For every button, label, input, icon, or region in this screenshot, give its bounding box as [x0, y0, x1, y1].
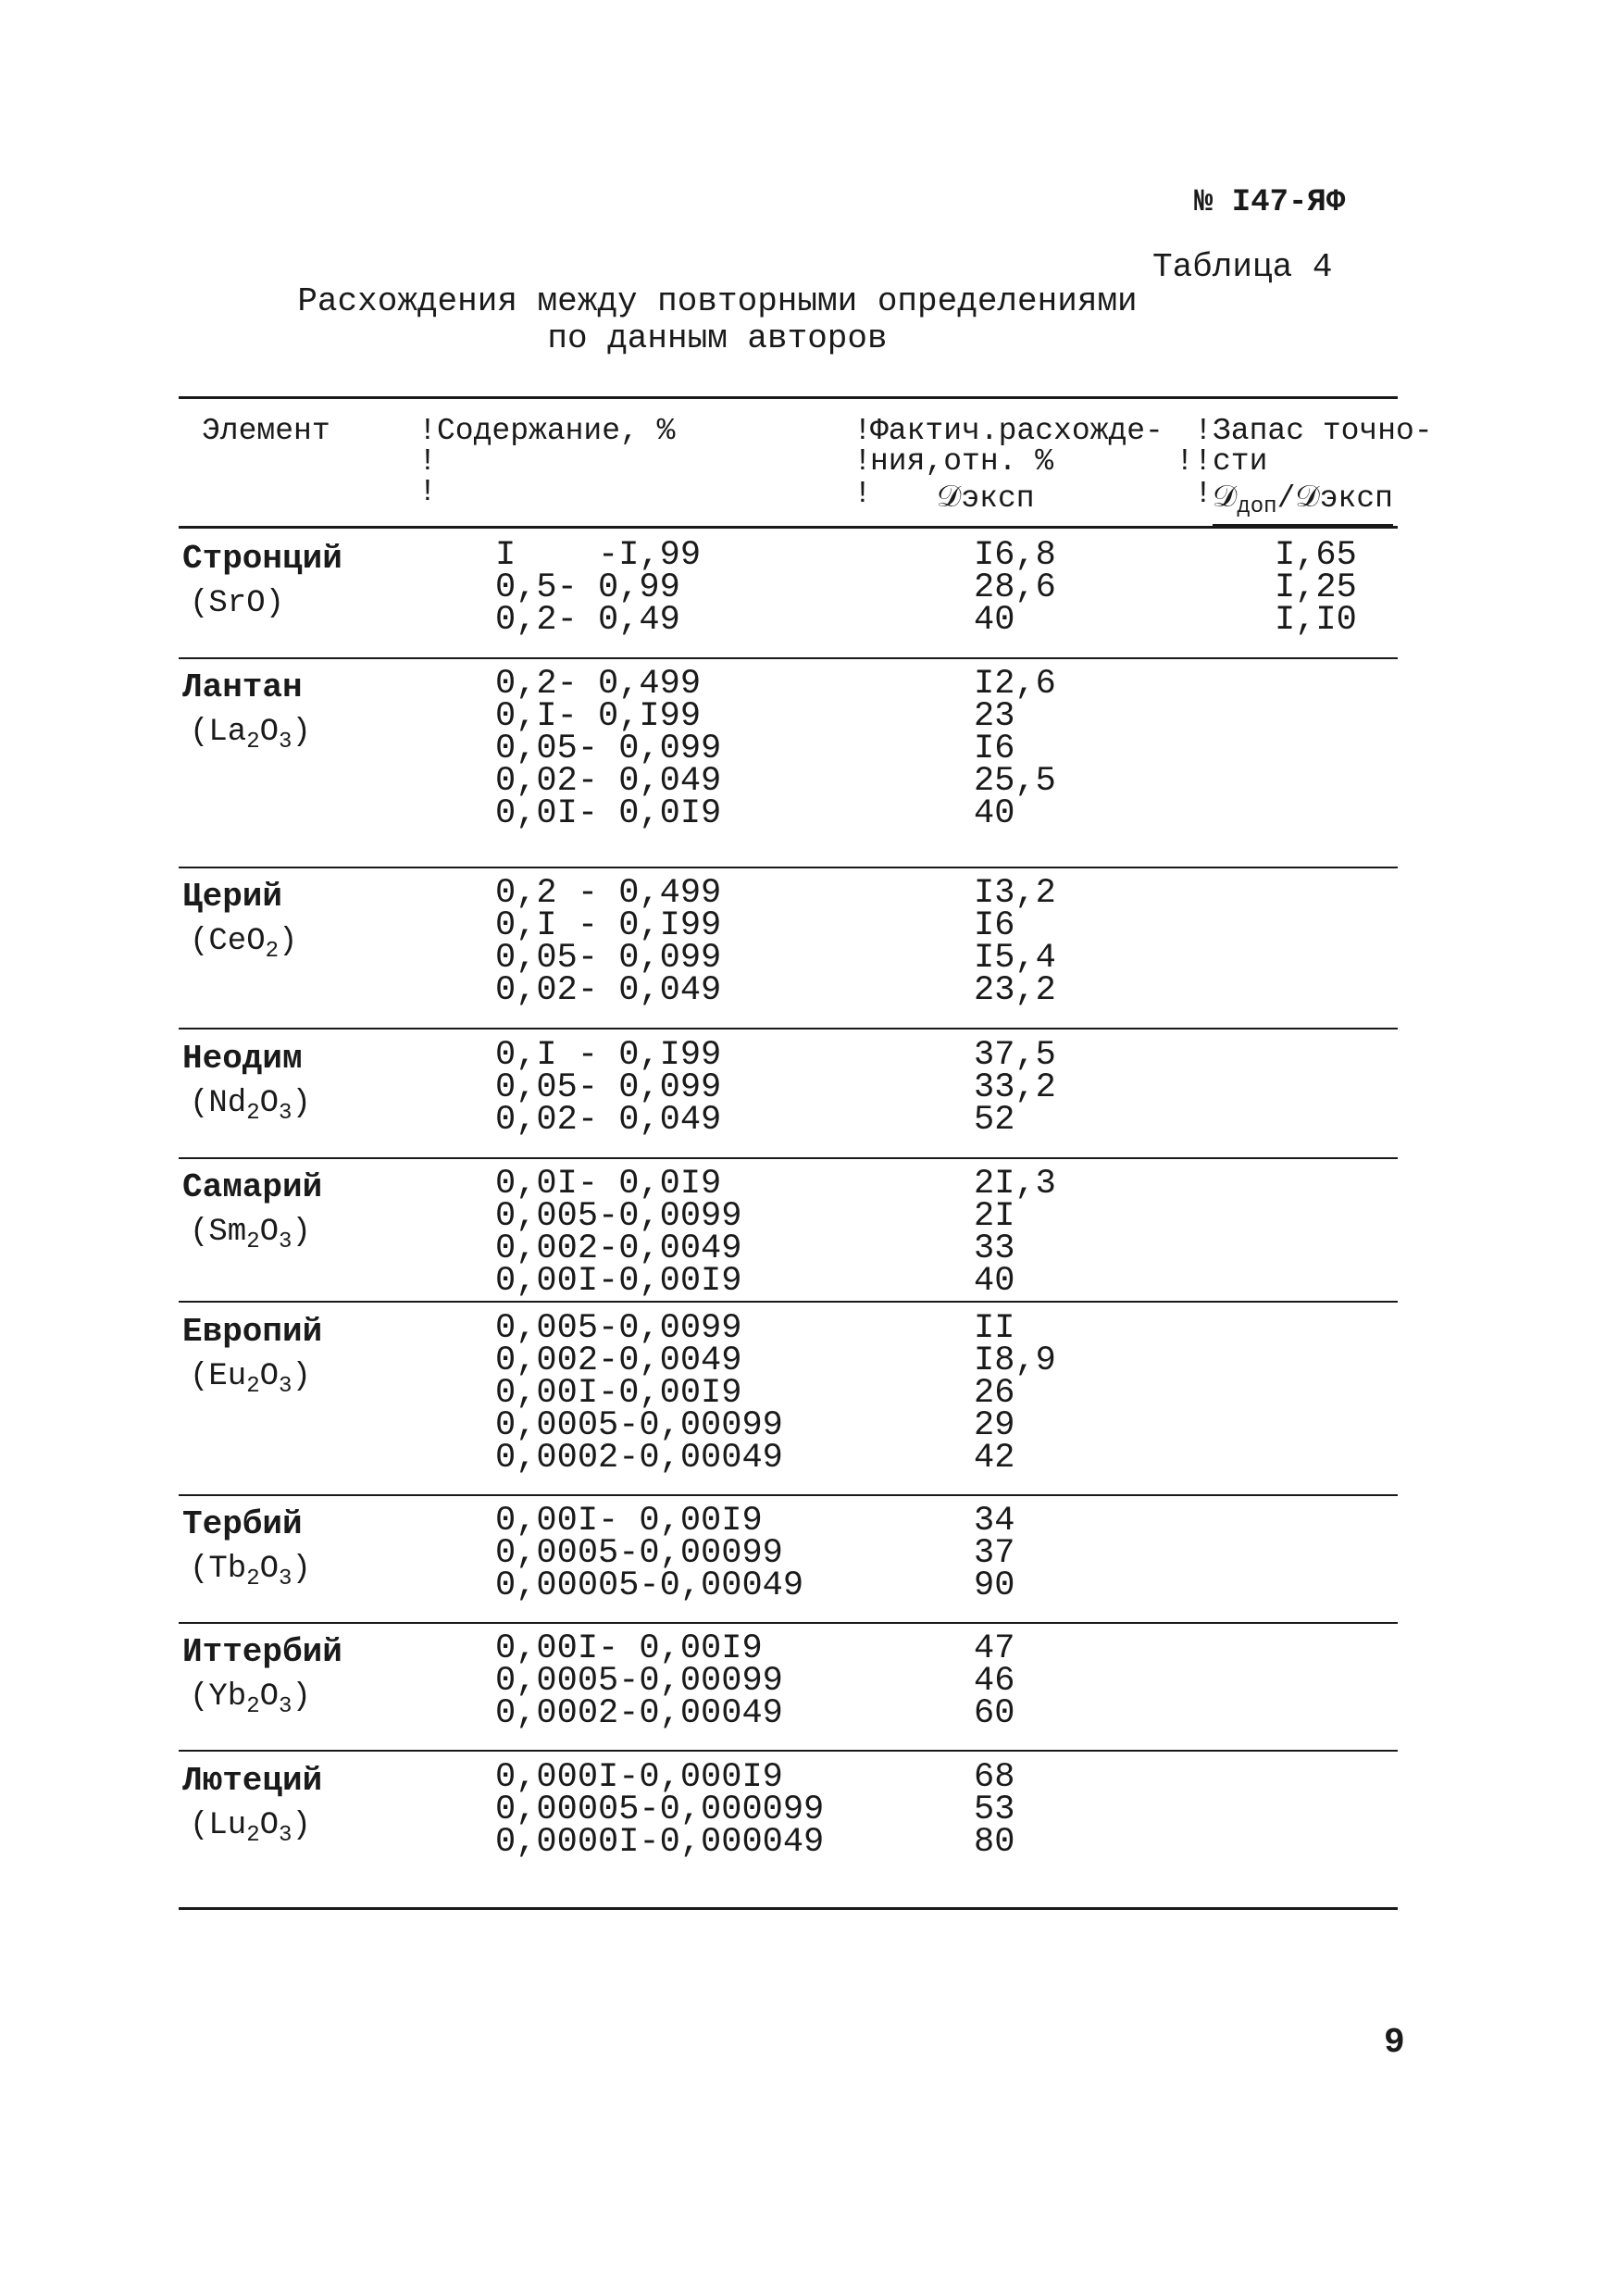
element-formula: $(La_2O_3)$ [190, 715, 311, 755]
table-bottom-rule [179, 1907, 1398, 1910]
discrepancy-value: 33,2 [974, 1068, 1056, 1107]
header-element: Элемент [202, 414, 330, 448]
row-separator-rule [179, 1028, 1398, 1029]
header-reserve-line2: сти [1213, 444, 1268, 479]
discrepancy-value: 90 [974, 1566, 1015, 1605]
header-content: Содержание, % [437, 414, 676, 448]
discrepancy-value: 23,2 [974, 971, 1056, 1010]
content-range: 0,0005-0,00099 [495, 1406, 783, 1445]
accuracy-reserve-value: I,25 [1275, 568, 1357, 607]
header-reserve-line1: Запас точно- [1213, 414, 1433, 448]
element-name: Иттербий [182, 1633, 342, 1671]
content-range: 0,00005-0,00049 [495, 1566, 804, 1605]
element-name: Стронций [182, 540, 342, 578]
table-top-rule [179, 396, 1398, 399]
discrepancy-value: I8,9 [974, 1341, 1056, 1380]
page-number: 9 [1384, 2023, 1405, 2063]
row-separator-rule [179, 1750, 1398, 1752]
column-separator: ! [1194, 477, 1213, 511]
accuracy-reserve-value: I,65 [1275, 536, 1357, 575]
discrepancy-value: 33 [974, 1229, 1015, 1268]
content-range: 0,000I-0,000I9 [495, 1758, 783, 1797]
column-separator: ! [853, 414, 872, 448]
element-formula: $(Sm_2O_3)$ [190, 1215, 311, 1254]
discrepancy-value: 53 [974, 1791, 1015, 1829]
discrepancy-value: 52 [974, 1101, 1015, 1140]
discrepancy-value: 25,5 [974, 762, 1056, 801]
discrepancy-value: I6 [974, 906, 1015, 945]
column-separator: ! [418, 414, 437, 448]
discrepancy-value: 28,6 [974, 568, 1056, 607]
discrepancy-value: I5,4 [974, 939, 1056, 978]
column-separator: !! [1176, 444, 1213, 479]
discrepancy-value: 40 [974, 794, 1015, 833]
discrepancy-value: 23 [974, 697, 1015, 736]
column-separator: ! [853, 477, 872, 511]
element-formula: $(Tb_2O_3)$ [190, 1552, 311, 1591]
row-separator-rule [179, 1301, 1398, 1303]
element-name: Европий [182, 1313, 323, 1351]
discrepancy-value: 46 [974, 1662, 1015, 1701]
discrepancy-value: 29 [974, 1406, 1015, 1445]
element-name: Тербий [182, 1505, 303, 1543]
content-range: 0,2- 0,49 [495, 601, 680, 640]
row-separator-rule [179, 1622, 1398, 1624]
content-range: 0,0I- 0,0I9 [495, 1165, 722, 1204]
discrepancy-value: 80 [974, 1823, 1015, 1862]
content-range: 0,0002-0,00049 [495, 1694, 783, 1733]
element-formula: $(Lu_2O_3)$ [190, 1808, 311, 1848]
content-range: 0,0002-0,00049 [495, 1439, 783, 1478]
element-name: Неодим [182, 1040, 303, 1078]
content-range: 0,00005-0,000099 [495, 1791, 825, 1829]
content-range: 0,00I- 0,00I9 [495, 1502, 763, 1541]
content-range: 0,05- 0,099 [495, 939, 722, 978]
content-range: 0,2- 0,499 [495, 665, 702, 704]
discrepancy-value: 60 [974, 1694, 1015, 1733]
discrepancy-value: 37 [974, 1534, 1015, 1573]
content-range: 0,2 - 0,499 [495, 874, 722, 913]
element-formula: $(Yb_2O_3)$ [190, 1679, 311, 1719]
header-reserve-formula: 𝒟доп/𝒟эксп [1213, 481, 1393, 526]
content-range: 0,02- 0,049 [495, 971, 722, 1010]
header-diff-line1: Фактич.расхожде- [870, 414, 1164, 448]
table-label: Таблица 4 [1152, 248, 1333, 286]
row-separator-rule [179, 867, 1398, 868]
content-range: 0,00I-0,00I9 [495, 1262, 742, 1301]
discrepancy-value: 68 [974, 1758, 1015, 1797]
header-diff-line2: ния,отн. % [870, 444, 1054, 479]
element-name: Церий [182, 878, 283, 916]
content-range: 0,05- 0,099 [495, 730, 722, 768]
content-range: 0,0005-0,00099 [495, 1534, 783, 1573]
discrepancy-value: 37,5 [974, 1036, 1056, 1075]
table-caption-line2: по данным авторов [547, 319, 888, 357]
content-range: 0,00I-0,00I9 [495, 1374, 742, 1413]
content-range: 0,002-0,0049 [495, 1341, 742, 1380]
content-range: 0,00I- 0,00I9 [495, 1629, 763, 1668]
discrepancy-value: 40 [974, 1262, 1015, 1301]
content-range: I -I,99 [495, 536, 702, 575]
element-name: Лютеций [182, 1762, 323, 1800]
table-header-rule [179, 526, 1398, 529]
content-range: 0,002-0,0049 [495, 1229, 742, 1268]
content-range: 0,05- 0,099 [495, 1068, 722, 1107]
discrepancy-value: 42 [974, 1439, 1015, 1478]
row-separator-rule [179, 1494, 1398, 1496]
discrepancy-value: 47 [974, 1629, 1015, 1668]
content-range: 0,02- 0,049 [495, 762, 722, 801]
element-name: Самарий [182, 1168, 323, 1206]
column-separator: ! [418, 475, 437, 509]
discrepancy-value: 40 [974, 601, 1015, 640]
document-code: № I47-ЯФ [1194, 185, 1346, 220]
discrepancy-value: I2,6 [974, 665, 1056, 704]
discrepancy-value: I3,2 [974, 874, 1056, 913]
column-separator: ! [1194, 414, 1213, 448]
accuracy-reserve-value: I,I0 [1275, 601, 1357, 640]
header-diff-symbol: 𝒟эксп [937, 481, 1035, 516]
content-range: 0,02- 0,049 [495, 1101, 722, 1140]
row-separator-rule [179, 657, 1398, 659]
element-formula: (SrO) [190, 586, 285, 621]
column-separator: ! [418, 444, 437, 479]
discrepancy-value: 2I,3 [974, 1165, 1056, 1204]
table-caption-line1: Расхождения между повторными определениями [297, 282, 1138, 320]
element-name: Лантан [182, 668, 303, 706]
element-formula: (CeO$_2$) [190, 924, 298, 964]
element-formula: $(Eu_2O_3)$ [190, 1359, 311, 1399]
content-range: 0,0005-0,00099 [495, 1662, 783, 1701]
discrepancy-value: 2I [974, 1197, 1015, 1236]
discrepancy-value: I6,8 [974, 536, 1056, 575]
row-separator-rule [179, 1157, 1398, 1159]
content-range: 0,0I- 0,0I9 [495, 794, 722, 833]
content-range: 0,0000I-0,000049 [495, 1823, 825, 1862]
content-range: 0,005-0,0099 [495, 1309, 742, 1348]
discrepancy-value: II [974, 1309, 1015, 1348]
discrepancy-value: 26 [974, 1374, 1015, 1413]
content-range: 0,005-0,0099 [495, 1197, 742, 1236]
content-range: 0,I- 0,I99 [495, 697, 702, 736]
element-formula: $(Nd_2O_3)$ [190, 1086, 311, 1126]
content-range: 0,I - 0,I99 [495, 1036, 722, 1075]
discrepancy-value: I6 [974, 730, 1015, 768]
discrepancy-value: 34 [974, 1502, 1015, 1541]
content-range: 0,I - 0,I99 [495, 906, 722, 945]
column-separator: ! [853, 444, 872, 479]
content-range: 0,5- 0,99 [495, 568, 680, 607]
